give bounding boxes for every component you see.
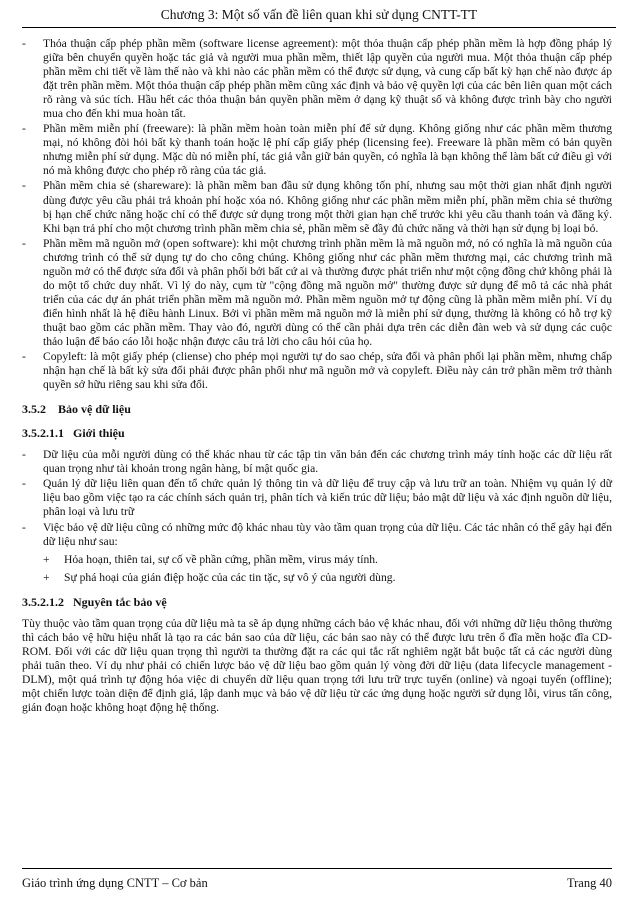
section-number: 3.5.2.1.2 (22, 594, 64, 609)
bullet-open-software (22, 237, 612, 349)
footer-book-title: Giáo trình ứng dụng CNTT – Cơ bản (22, 876, 208, 890)
footer-page-number: Trang 40 (566, 876, 612, 890)
paragraph-protection-principles: Tùy thuộc vào tầm quan trọng của dữ liệu mà ta sẽ áp dụng những cách bảo vệ khác nhau, đối với những dữ liệu thông thường thì cách bảo vệ hữu hiệu nhất là tạo ra các bản sao của dữ liệu, các bản sao này có thể được lưu trên ổ đĩa mền hoặc đĩa CD-ROM. Đối với các dữ liệu quan trọng thì người ta thường đặt ra các qui tắc rất nghiêm ngặt bắt buộc tất cả các người dùng phải tuân theo. Ví dụ như phải có chiến lược bảo vệ dữ liệu bao gồm quản lý vòng đời dữ liệu (data lifecycle management - DLM), một quá trình tự động hóa việc di chuyển dữ liệu quan trọng tới lưu trữ trực tuyến (online) và ngoại tuyến (offline); một chiến lược toàn diện để định giá, lập danh mục và bảo vệ dữ liệu từ các ứng dụng hoặc người sử dụng lỗi, virus tấn công, gián đoạn hoặc không hoạt động hệ thống. (22, 616, 612, 715)
bullet-mark: - (22, 520, 26, 534)
sub-item-disaster (43, 553, 612, 567)
bullet-mark: - (22, 448, 26, 462)
bullet-intro-protection (22, 521, 612, 585)
section-number: 3.5.2.1.1 (22, 426, 64, 441)
bullet-text: Phần mềm chia sẻ (shareware): là phần mềm ban đầu sử dụng không tốn phí, nhưng sau một thời gian nhất định người dùng được yêu cầu phải trả khoản phí hoặc xóa nó. Không giống như các phần mềm miễn phí, phần mềm chia sẻ thường bị hạn chế chức năng hoặc chỉ có thể được sử dụng trong một thời gian hạn chế trước khi yêu cầu thanh toán và đăng ký. Khi bạn trả phí cho một chương trình phần mềm chia sẻ, phần mềm sẽ đầy đủ chức năng và thời hạn sử dụng bị loại bỏ. (43, 179, 612, 235)
bullet-intro-data (22, 448, 612, 476)
bullet-freeware (22, 122, 612, 178)
section-title: Bảo vệ dữ liệu (58, 402, 131, 417)
page-header: Chương 3: Một số vấn đề liên quan khi sử dụng CNTT-TT (22, 5, 616, 28)
bullet-text: Phần mềm miễn phí (freeware): là phần mềm hoàn toàn miễn phí để sử dụng. Không giống như các phần mềm thương mại, nó không đòi hỏi bất kỳ thanh toán hoặc lệ phí cấp giấy phép (licensing fee). Freeware là phần mềm có bản quyền nhưng miễn phí sử dụng. Mặc dù nó miễn phí, tác giả vẫn giữ bản quyền, có nghĩa là bạn không thể làm bất cứ điều gì với nó mà không được cho phép rõ ràng của tác giả. (43, 122, 612, 178)
section-title: Nguyên tắc bảo vệ (73, 594, 167, 609)
sub-item-text: Sự phá hoại của gián điệp hoặc của các tin tặc, sự vô ý của người dùng. (64, 570, 396, 584)
bullet-text: Thỏa thuận cấp phép phần mềm (software license agreement): một thỏa thuận cấp phép phần mềm là hợp đồng pháp lý giữa bên chuyển quyền hoặc tác giả và người mua phần mềm, thiết lập quyền của người mua. Một thỏa thuận cấp phép phần mềm chi tiết về làm thế nào và khi nào các phần mềm có thể được sử dụng, và cung cấp bất kỳ hạn chế nào được áp đặt trên phần mềm. Một thỏa thuận cấp phép phần mềm cũng xác định và bảo vệ quyền lợi của các bên liên quan một cách rõ ràng và súc tích. Hầu hết các thỏa thuận bản quyền phần mềm ở dạng kỹ thuật số và không được trình bày cho người mua cho đến khi mua hoàn tất. (43, 37, 612, 121)
section-number: 3.5.2 (22, 402, 46, 417)
bullet-text: Dữ liệu của mỗi người dùng có thể khác nhau từ các tập tin văn bản đến các chương trình máy tính hoặc các dữ liệu rất quan trọng như tài khoản trong ngân hàng, bí mật quốc gia. (43, 448, 612, 476)
bullet-text: Quản lý dữ liệu liên quan đến tổ chức quản lý thông tin và dữ liệu để truy cập và lưu trữ an toàn. Nhiệm vụ quản lý dữ liệu bao gồm việc tạo ra các chính sách quản trị, phân tích và kiến trúc dữ liệu; bảo mật dữ liệu và xác định nguồn dữ liệu, phân loại và lưu trữ (43, 477, 612, 519)
bullet-intro-management (22, 477, 612, 519)
section-heading-3-5-2-1-1 (22, 426, 612, 440)
bullet-mark: - (22, 122, 26, 136)
section-title: Giới thiệu (73, 426, 125, 441)
bullet-software-license (22, 37, 612, 121)
sub-item-sabotage (43, 571, 612, 585)
page-content (22, 37, 612, 715)
sub-item-text: Hỏa hoạn, thiên tai, sự cố về phần cứng, phần mềm, virus máy tính. (64, 552, 378, 566)
bullet-mark: - (22, 350, 26, 364)
bullet-shareware (22, 179, 612, 235)
section-heading-3-5-2 (22, 402, 612, 416)
sub-item-mark: + (43, 552, 50, 566)
bullet-copyleft (22, 350, 612, 392)
bullet-mark: - (22, 236, 26, 250)
bullet-mark: - (22, 179, 26, 193)
section-heading-3-5-2-1-2 (22, 595, 612, 609)
sub-item-mark: + (43, 570, 50, 584)
bullet-text: Copyleft: là một giấy phép (cliense) cho phép mọi người tự do sao chép, sửa đổi và phân phối lại phần mềm, nhưng chấp nhận hạn chế là bất kỳ sửa đổi phải được phân phối như mã nguồn mở và copyleft. Điều này cản trở phần mềm trở thành quyền sở hữu riêng sau khi sửa đổi. (43, 350, 612, 392)
page-footer (22, 868, 612, 891)
bullet-text: Phần mềm mã nguồn mở (open software): khi một chương trình phần mềm là mã nguồn mở, nó có nghĩa là mã nguồn của chương trình có thể sử dụng tự do cho công chúng. Không giống như các phần mềm thương mại, các chương trình mã nguồn mở có thể được sửa đổi và phân phối bởi bất cứ ai và thường được phát triển như một cộng đồng chứ không phải là do một tổ chức duy nhất. Vì lý do này, cụm từ "cộng đồng mã nguồn mở" thường được sử dụng để mô tả các nhà phát triển của các dự án phát triển phần mềm mã nguồn mở. Phần mềm nguồn mở tự động cũng là phần mềm miễn phí. Ví dụ điển hình nhất là hệ điều hành Linux. Bởi vì phần mềm mã nguồn mở là miễn phí sử dụng, thường là không có hỗ trợ kỹ thuật bao gồm các phần mềm. Thay vào đó, người dùng có thể cần phải dựa trên các diễn đàn web và sử dụng các cuộc thảo luận để báo cáo lỗi hoặc nhận được câu trả lời cho câu hỏi của họ. (43, 236, 612, 348)
bullet-text: Việc bảo vệ dữ liệu cũng có những mức độ khác nhau tùy vào tầm quan trọng của dữ liệu. Các tác nhân có thể gây hại đến dữ liệu như sau: (43, 520, 612, 548)
bullet-mark: - (22, 477, 26, 491)
bullet-mark: - (22, 37, 26, 50)
